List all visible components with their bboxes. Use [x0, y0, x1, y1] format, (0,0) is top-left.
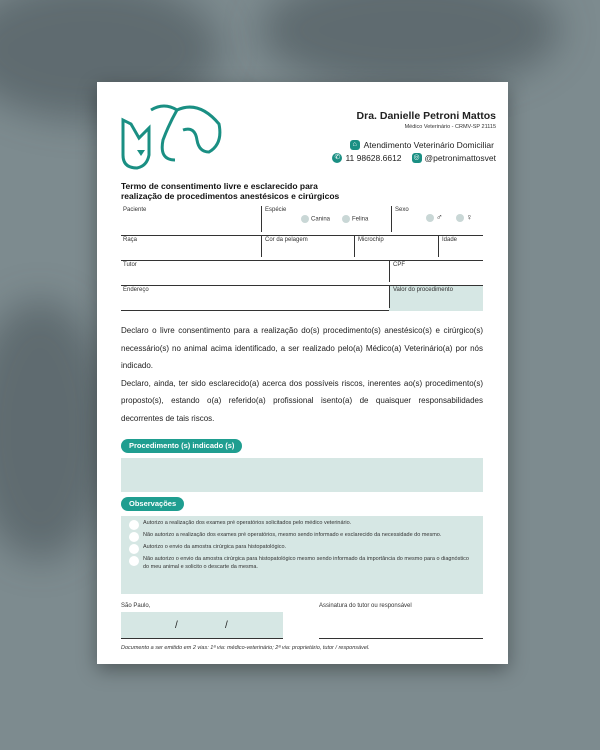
cor-label: Cor da pelagem [265, 237, 308, 243]
observation-radio[interactable] [129, 532, 139, 542]
female-option[interactable] [456, 212, 473, 222]
divider [438, 236, 439, 257]
endereco-underline [121, 310, 389, 311]
title-line-2: realização de procedimentos anestésicos e cirúrgicos [121, 191, 340, 201]
tutor-label: Tutor [123, 262, 137, 268]
canina-option[interactable] [301, 215, 330, 223]
observation-option-1[interactable] [129, 520, 475, 530]
valor-label: Valor do procedimento [393, 287, 453, 293]
date-line [121, 638, 283, 639]
procedures-field[interactable] [121, 458, 483, 492]
doctor-name: Dra. Danielle Petroni Mattos [356, 110, 496, 122]
service-line [350, 140, 494, 150]
felina-radio[interactable] [342, 215, 350, 223]
male-option[interactable] [426, 212, 443, 222]
divider [261, 236, 262, 257]
consent-form-page [97, 82, 508, 664]
form-row-4 [121, 286, 483, 311]
title-line-1: Termo de consentimento livre e esclarecido para [121, 181, 318, 191]
observation-text: Autorizo o envio da amostra cirúrgica para histopatológico. [143, 544, 287, 550]
observations-box [121, 516, 483, 594]
sexo-label: Sexo [395, 207, 409, 213]
instagram-handle: @petronimattosvet [424, 153, 496, 163]
microchip-label: Microchip [358, 237, 384, 243]
canina-radio[interactable] [301, 215, 309, 223]
female-icon: ♀ [466, 212, 473, 222]
observation-radio[interactable] [129, 520, 139, 530]
divider [261, 206, 262, 232]
especie-label: Espécie [265, 207, 287, 213]
canina-label: Canina [311, 216, 331, 223]
background-shadow [260, 0, 560, 90]
signature-label: Assinatura do tutor ou responsável [319, 603, 412, 609]
footer-note: Documento a ser emitido em 2 vias: 1ª via: médico-veterinário; 2ª via: proprietário, tutor / responsável. [121, 645, 370, 651]
doctor-subtitle: Médico Veterinário - CRMV-SP 21115 [404, 124, 496, 130]
observations-heading: Observações [121, 497, 184, 511]
document-title [121, 181, 339, 201]
male-radio[interactable] [426, 214, 434, 222]
cat-dog-logo [119, 100, 229, 170]
consent-paragraph-2: Declaro, ainda, ter sido esclarecido(a) acerca dos possíveis riscos, inerentes ao(s) procedimento(s) proposto(s), estando o(a) referido(a) profissional isento(a) de quaisquer responsabilidades decorrentes de tais riscos. [121, 378, 483, 423]
phone-number: 11 98628.6612 [345, 153, 402, 163]
phone-contact[interactable] [332, 153, 401, 163]
cpf-label: CPF [393, 262, 405, 268]
date-field[interactable] [121, 612, 283, 638]
paciente-label: Paciente [123, 207, 147, 213]
observation-text: Autorizo a realização dos exames pré operatórios solicitados pelo médico veterinário. [143, 520, 352, 526]
form-row-2 [121, 236, 483, 261]
endereco-label: Endereço [123, 287, 149, 293]
divider [354, 236, 355, 257]
observation-option-4[interactable] [129, 556, 475, 571]
divider [389, 261, 390, 282]
patient-form [121, 206, 483, 311]
instagram-contact[interactable] [412, 153, 496, 163]
raca-label: Raça [123, 237, 138, 243]
signature-line[interactable] [319, 638, 483, 639]
form-row-3 [121, 261, 483, 286]
background-shadow [0, 300, 110, 560]
instagram-icon: ◎ [413, 154, 420, 161]
observation-radio[interactable] [129, 544, 139, 554]
idade-label: Idade [442, 237, 458, 243]
house-icon: ⌂ [350, 140, 360, 150]
observation-text: Não autorizo o envio da amostra cirúrgica para histopatológico mesmo sendo informado da importância do mesmo para o diagnóstico do meu animal e solicito o descarte da mesma. [143, 556, 469, 570]
observation-text: Não autorizo a realização dos exames pré operatórios, mesmo sendo informado e esclarecido da necessidade do mesmo. [143, 532, 442, 538]
divider [391, 206, 392, 232]
consent-text [121, 322, 483, 427]
whatsapp-icon: ✆ [332, 153, 342, 163]
observation-option-2[interactable] [129, 532, 475, 542]
date-separator: / [175, 620, 178, 631]
felina-label: Felina [352, 216, 369, 223]
female-radio[interactable] [456, 214, 464, 222]
male-icon: ♂ [436, 212, 443, 222]
service-text: Atendimento Veterinário Domiciliar [363, 140, 494, 150]
divider [389, 286, 390, 308]
form-row-1 [121, 206, 483, 236]
felina-option[interactable] [342, 215, 368, 223]
observation-option-3[interactable] [129, 544, 475, 554]
procedures-heading: Procedimento (s) indicado (s) [121, 439, 242, 453]
observation-radio[interactable] [129, 556, 139, 566]
consent-paragraph-1: Declaro o livre consentimento para a realização do(s) procedimento(s) anestésico(s) e cirúrgico(s) necessário(s) no animal acima identificado, a ser realizado pelo(a) Médico(a) Veterinário(a) por nós indicado. [121, 326, 483, 370]
date-separator: / [225, 620, 228, 631]
contacts [332, 153, 496, 163]
city-label: São Paulo, [121, 603, 151, 609]
